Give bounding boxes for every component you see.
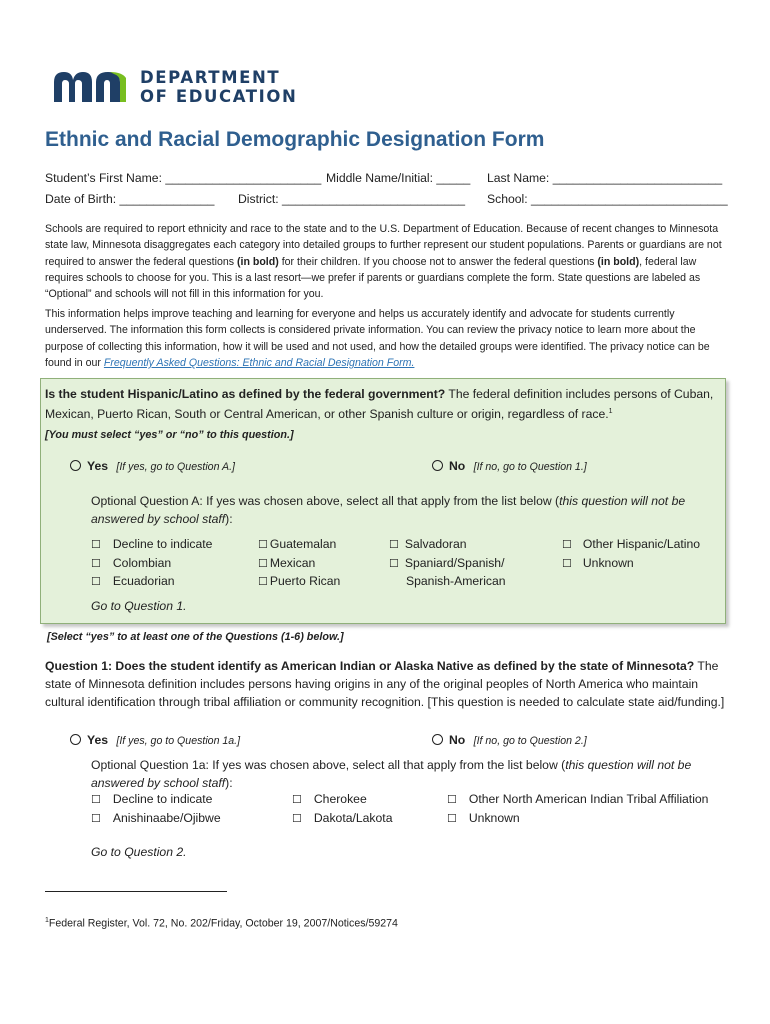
hispanic-question <box>45 385 727 423</box>
q1-no-option[interactable] <box>432 731 587 750</box>
checkbox-icon[interactable]: ☐ <box>258 576 268 588</box>
intro-paragraph-2 <box>45 306 727 371</box>
checkbox-option[interactable] <box>91 791 221 810</box>
checkbox-option[interactable] <box>91 573 212 592</box>
department-of-education-wordmark <box>140 68 297 106</box>
optional-1a-text: Optional Question 1a: If yes was chosen above, select all that apply from the list below ( <box>91 758 566 772</box>
hispanic-no-option[interactable] <box>432 457 587 476</box>
footnote <box>45 917 398 930</box>
checkbox-option[interactable] <box>562 555 700 574</box>
intro-p1-bold-2: (in bold) <box>597 255 640 268</box>
checkbox-option[interactable] <box>258 573 340 592</box>
yes-radio-icon[interactable] <box>70 460 81 471</box>
checkbox-icon[interactable]: ☐ <box>91 812 101 825</box>
logo-line-1: DEPARTMENT <box>140 68 281 87</box>
optional-1a-end: ): <box>225 776 233 790</box>
option-label: Puerto Rican <box>269 574 341 588</box>
checkbox-icon[interactable]: ☐ <box>258 539 268 551</box>
checkbox-option[interactable] <box>562 536 700 555</box>
q1-options-col-3 <box>447 791 708 828</box>
intro-p1-bold-1: (in bold) <box>236 255 279 268</box>
option-label: Decline to indicate <box>112 537 213 551</box>
checkbox-icon[interactable]: ☐ <box>562 539 572 551</box>
optional-a-text: Optional Question A: If yes was chosen above, select all that apply from the list below ( <box>91 494 560 508</box>
option-label: Colombian <box>112 555 172 570</box>
option-label: Cherokee <box>313 792 367 806</box>
no-note: [If no, go to Question 2.] <box>473 735 587 747</box>
options-col-4 <box>562 536 700 573</box>
footnote-marker: 1 <box>45 917 49 924</box>
option-label: Guatemalan <box>269 537 337 551</box>
checkbox-option[interactable] <box>447 791 708 810</box>
checkbox-option[interactable] <box>389 536 506 555</box>
options-col-1 <box>91 536 212 592</box>
must-select-note: [You must select “yes” or “no” to this question.] <box>45 429 294 441</box>
checkbox-option[interactable] <box>91 555 212 574</box>
yes-label: Yes <box>87 459 109 473</box>
footnote-ref: 1 <box>608 408 613 415</box>
no-label: No <box>449 733 466 747</box>
footnote-divider <box>45 891 227 892</box>
checkbox-icon[interactable]: ☐ <box>447 794 457 806</box>
option-label: Unknown <box>468 810 520 825</box>
option-label-continued: Spanish-American <box>406 574 506 588</box>
checkbox-option[interactable] <box>292 810 392 829</box>
faq-link[interactable]: Frequently Asked Questions: Ethnic and Racial Designation Form. <box>103 356 415 369</box>
checkbox-option[interactable] <box>91 536 212 555</box>
page-title: Ethnic and Racial Demographic Designation Form <box>45 128 545 151</box>
checkbox-icon[interactable]: ☐ <box>562 557 572 570</box>
district-field[interactable]: District: ___________________________ <box>238 192 466 206</box>
option-label: Anishinaabe/Ojibwe <box>112 810 221 825</box>
hispanic-question-bold: Is the student Hispanic/Latino as defined by the federal government? <box>45 387 446 401</box>
yes-label: Yes <box>87 733 109 747</box>
optional-1a-italic: this question will not be answered by school staff <box>91 758 692 790</box>
intro-p2-text: This information helps improve teaching and learning for everyone and helps us accurately identify and advocate for students currently underserved. The information this form collects is considered private information. You can review the privacy notice to learn more about the purpose of collecting this information, how it will be used and not used, and how the detailed groups were identified. The privacy notice can be found in our <box>45 308 710 369</box>
question-1 <box>45 657 727 711</box>
checkbox-icon[interactable]: ☐ <box>389 539 399 551</box>
yes-note: [If yes, go to Question A.] <box>116 461 235 473</box>
checkbox-option[interactable] <box>447 810 708 829</box>
intro-p1-text-b: for their children. If you choose not to answer the federal questions <box>278 255 598 268</box>
no-radio-icon[interactable] <box>432 734 443 745</box>
option-label: Other North American Indian Tribal Affiliation <box>468 792 709 806</box>
option-label: Decline to indicate <box>112 792 213 806</box>
option-label: Unknown <box>582 555 634 570</box>
options-col-3 <box>389 536 506 591</box>
footnote-text: Federal Register, Vol. 72, No. 202/Friday, October 19, 2007/Notices/59274 <box>48 917 398 930</box>
school-field[interactable]: School: _____________________________ <box>487 192 728 206</box>
checkbox-icon[interactable]: ☐ <box>292 812 302 825</box>
intro-p1-text-c: , federal law requires schools to choose for you. This is a last resort—we prefer if parents or guardians complete the form. State questions are labeled as “Optional” and schools will not fill in this information for you. <box>45 255 701 301</box>
checkbox-option[interactable] <box>91 810 221 829</box>
goto-question-2: Go to Question 2. <box>91 845 187 859</box>
option-label: Spaniard/Spanish/ <box>404 555 505 570</box>
first-name-field[interactable]: Student’s First Name: _______________________ <box>45 171 322 185</box>
logo-line-2: OF EDUCATION <box>140 87 298 106</box>
checkbox-option[interactable] <box>389 555 506 574</box>
checkbox-option[interactable] <box>258 555 340 574</box>
intro-p1-text-a: Schools are required to report ethnicity and race to the state and to the U.S. Department of Education. Because of recent changes to Minnesota state law, Minnesota disaggregates each category into detailed groups to further represent our student populations. Parents or guardians are not required to answer the federal questions <box>45 223 722 268</box>
checkbox-icon[interactable]: ☐ <box>292 794 302 806</box>
yes-note: [If yes, go to Question 1a.] <box>116 735 241 747</box>
q1-options-col-1 <box>91 791 221 828</box>
optional-question-a <box>91 492 721 528</box>
optional-question-1a <box>91 756 726 792</box>
option-label: Other Hispanic/Latino <box>582 537 701 551</box>
checkbox-option[interactable] <box>292 791 392 810</box>
option-label: Salvadoran <box>404 537 467 551</box>
checkbox-icon[interactable]: ☐ <box>91 794 101 806</box>
intro-paragraph-1 <box>45 221 727 302</box>
question-1-bold: Question 1: Does the student identify as American Indian or Alaska Native as defined by the state of Minnesota? <box>45 659 695 673</box>
checkbox-icon[interactable]: ☐ <box>389 557 399 570</box>
options-col-2 <box>258 536 340 592</box>
checkbox-icon[interactable]: ☐ <box>91 539 101 551</box>
option-label: Dakota/Lakota <box>313 810 393 825</box>
hispanic-question-text: The federal definition includes persons of Cuban, Mexican, Puerto Rican, South or Central American, or other Spanish culture or origin, regardless of race. <box>45 387 714 422</box>
option-label: Ecuadorian <box>112 574 175 588</box>
date-of-birth-field[interactable]: Date of Birth: ______________ <box>45 192 215 206</box>
goto-question-1: Go to Question 1. <box>91 599 187 613</box>
q1-yes-option[interactable] <box>70 731 240 750</box>
select-yes-note: [Select “yes” to at least one of the Questions (1-6) below.] <box>47 631 344 643</box>
checkbox-icon[interactable]: ☐ <box>91 576 101 588</box>
no-label: No <box>449 459 466 473</box>
last-name-field[interactable]: Last Name: _________________________ <box>487 171 723 185</box>
checkbox-icon[interactable]: ☐ <box>91 557 101 570</box>
yes-radio-icon[interactable] <box>70 734 81 745</box>
question-1-text: The state of Minnesota definition includes persons having origins in any of the original peoples of North America who maintain cultural identification through tribal affiliation or community recognition. [This question is needed to calculate state aid/funding.] <box>45 659 725 709</box>
option-label: Mexican <box>269 555 316 570</box>
mn-logo-icon <box>52 68 132 104</box>
q1-options-col-2 <box>292 791 392 828</box>
no-note: [If no, go to Question 1.] <box>473 461 587 473</box>
hispanic-yes-option[interactable] <box>70 457 235 476</box>
checkbox-option[interactable] <box>258 536 340 555</box>
optional-a-end: ): <box>225 512 233 526</box>
checkbox-icon[interactable]: ☐ <box>258 557 268 570</box>
middle-name-field[interactable]: Middle Name/Initial: _____ <box>326 171 471 185</box>
no-radio-icon[interactable] <box>432 460 443 471</box>
checkbox-icon[interactable]: ☐ <box>447 812 457 825</box>
optional-a-italic: this question will not be answered by school staff <box>91 494 686 526</box>
